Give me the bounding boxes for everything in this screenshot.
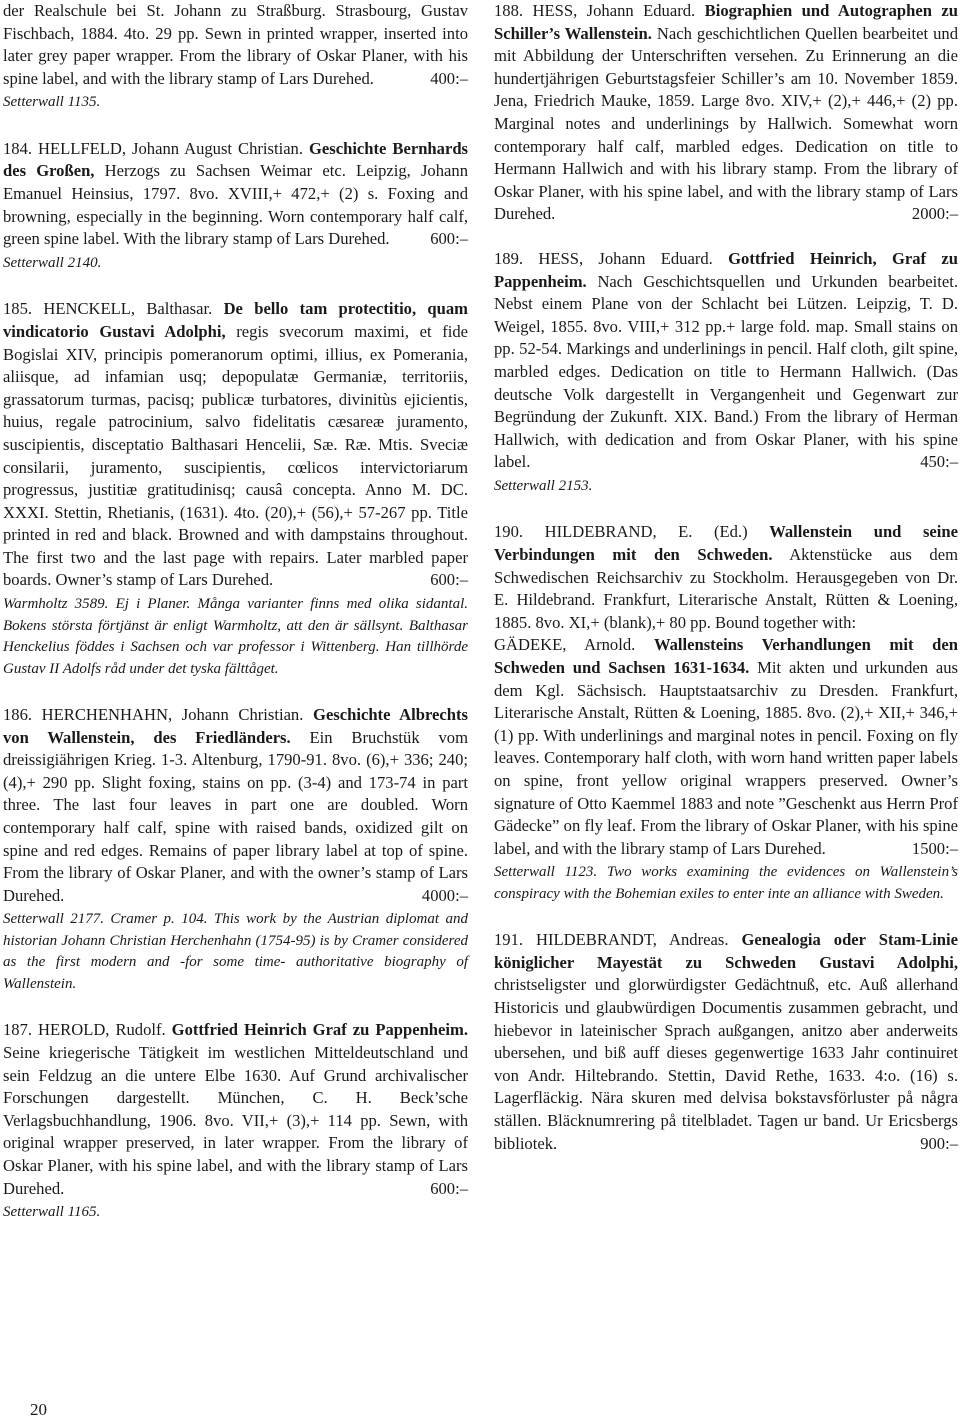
page-number: 20 <box>30 1400 47 1419</box>
entry-title: De bello tam protectitio, quam vindicatorio Gustavi Adolphi, <box>3 299 469 341</box>
entry-text: der Realschule bei St. Johann zu Straßburg. Strasbourg, Gustav Fischbach, 1884. 4to. 29 pp. Sewn in printed wrapper, inserted into later grey paper wrapper. From the library of Oskar Planer, with his spine label, and with the library stamp of Lars Durehed. <box>3 1 468 88</box>
left-column <box>3 0 468 1248</box>
entry-title: Geschichte Albrechts von Wallenstein, des Friedländers. <box>3 705 468 747</box>
entry-details: Ein Bruchstük vom dreissigiährigen Krieg. 1-3. Altenburg, 1790-91. 8vo. (6),+ 336; 240; (4),+ 290 pp. Slight foxing, stains on pp. (3-4) and 173-74 in part three. The last four leaves in part one are doubled. Worn contemporary half calf, spine with raised bands, oxidized gilt on spine and red edges. Remains of paper library label at top of spine. From the library of Oskar Planer, and with the owner’s stamp of Lars Durehed. <box>3 727 468 905</box>
entry-186 <box>3 704 468 907</box>
entry-188 <box>494 0 958 226</box>
entry-reference: Setterwall 2140. <box>3 254 102 271</box>
entry-price: 2000:– <box>911 204 958 224</box>
entry-price: 600:– <box>430 229 468 249</box>
entry-reference: Warmholtz 3589. Ej i Planer. Många varianter finns med olika sidantal. Bokens största förtjänst är enligt Warmholtz, att den är sällsynt. Balthasar Henckelius föddes i Sachsen och var professor i Wittenberg. Han tillhörde Gustav II Adolfs råd under det tyska fälttåget. <box>3 596 468 677</box>
entry-price: 600:– <box>430 1178 468 1198</box>
entry-second-author: GÄDEKE, Arnold. <box>494 635 636 655</box>
entry-second-title: Wallensteins Verhandlungen mit den Schweden und Sachsen 1631-1634. <box>494 635 958 677</box>
entry-author: 188. HESS, Johann Eduard. <box>494 1 696 20</box>
entry-title: Gottfried Heinrich Graf zu Pappenheim. <box>171 1020 468 1040</box>
entry-author: 189. HESS, Johann Eduard. <box>494 248 713 268</box>
entry-187 <box>3 1019 468 1200</box>
entry-185 <box>3 298 468 592</box>
entry-author: 190. HILDEBRAND, E. (Ed.) <box>494 522 748 542</box>
entry-author: 187. HEROLD, Rudolf. <box>3 1020 166 1040</box>
entry-title: Geschichte Bernhards des Großen, <box>3 138 469 181</box>
entry-title: Genealogia oder Stam-Linie königlicher Mayestät zu Schweden Gustavi Adolphi, <box>494 930 959 972</box>
entry-price: 450:– <box>920 452 958 472</box>
entry-title: Biographien und Autographen zu Schiller’s Wallenstein. <box>494 1 958 43</box>
entry-author: 186. HERCHENHAHN, Johann Christian. <box>3 705 304 725</box>
entry-details: Nach geschichtlichen Quellen bearbeitet und mit Abbildung der Unterschriften versehen. Zu Erinnerung an die hundertjährigen Geburtstagsfeier Schiller’s am 10. November 1859. Jena, Friedrich Mauke, 1859. Large 8vo. XIV,+ (2),+ 446,+ (2) pp. Marginal notes and underlinings by Hallwich. Somewhat worn contemporary half calf, marbled edges. Dedication on title to Hermann Hallwich and with his library stamp. From the library of Oskar Planer, with his spine label, and with the library stamp of Lars Durehed. <box>494 23 958 224</box>
entry-details: Nach Geschichtsquellen und Urkunden bearbeitet. Nebst einem Plane von der Schlacht bei Lützen. Leipzig, T. D. Weigel, 1855. 8vo. VIII,+ 312 pp.+ large fold. map. Small stains on pp. 52-54. Markings and underlinings in pencil. Half cloth, gilt spine, marbled edges. Dedication on title to Hermann Hallwich. (Das deutsche Volk dargestellt in Vergangenheit und Gegenwart zur Begründung der Zukunft. XIX. Band.) From the library of Herman Hallwich, with dedication and from Oskar Planer, with his spine label. <box>494 271 958 472</box>
entry-price: 400:– <box>430 68 468 88</box>
entry-price: 1500:– <box>911 838 958 858</box>
entry-reference: Setterwall 1165. <box>3 1204 101 1221</box>
entry-191 <box>494 929 958 1155</box>
entry-190 <box>494 521 958 860</box>
entry-title: Wallenstein und seine Verbindungen mit den Schweden. <box>494 522 958 564</box>
right-column <box>494 0 958 1177</box>
entry-price: 4000:– <box>421 885 468 905</box>
entry-details: regis svecorum maximi, et fide Bogislai XIV, principis pomeranorum optimi, illius, ex Pomerania, aliisque, ad infamian usq; depopulatæ Germaniæ, territoriis, grassatorum turmas, pacisq; publicæ turbatores, divinitùs ejicientis, huius, regale patrocinium, salvo fidelitatis cæsareæ juramento, suscipientis, disceptatio Balthasari Hencelii, Sæ. Ræ. Mtis. Sveciæ consilarii, juramento, suscipientis, cœlicos intervictoriarum progressus, justitiæ gratitudinisq; causâ concepta. Anno M. DC. XXXI. Stettin, Rhetianis, (1631). 4to. (20),+ (56),+ 57-267 pp. Title printed in red and black. Browned and with dampstains throughout. The first two and the last page with repairs. Later marbled paper boards. Owner’s stamp of Lars Durehed. <box>3 321 468 590</box>
entry-reference: Setterwall 2177. Cramer p. 104. This work by the Austrian diplomat and historian Johann Christian Herchenhahn (1754-95) is by Cramer considered as the first modern and -for some time- authoritative biography of Wallenstein. <box>3 911 468 992</box>
entry-author: 185. HENCKELL, Balthasar. <box>3 299 213 319</box>
entry-reference: Setterwall 2153. <box>494 477 593 494</box>
entry-189 <box>494 248 958 474</box>
entry-details: Herzogs zu Sachsen Weimar etc. Leipzig, Johann Emanuel Heinsius, 1797. 8vo. XVIII,+ 472,+ (2) s. Foxing and browning, especially in the beginning. Worn contemporary half calf, green spine label. With the library stamp of Lars Durehed. <box>3 161 468 249</box>
entry-author: 184. HELLFELD, Johann August Christian. <box>3 138 304 158</box>
entry-title: Gottfried Heinrich, Graf zu Pappenheim. <box>494 248 958 291</box>
entry-reference: Setterwall 1135. <box>3 94 101 111</box>
entry-second-details: Mit akten und urkunden aus dem Kgl. Sächsisch. Hauptstaatsarchiv zu Dresden. Frankfurt, Literarische Anstalt, Rütten & Loening, 1885. 8vo. (2),+ XII,+ 346,+ (1) pp. With underlinings and marginal notes in pencil. Foxing on fly leaves. Contemporary half cloth, with worn hand written paper labels on spine, front yellow original wrappers preserved. Owner’s signature of Otto Kaemmel 1883 and note ”Geschenkt aus Herrn Prof Gädecke” on fly leaf. From the library of Oskar Planer, with his spine label, and with the library stamp of Lars Durehed. <box>494 657 958 858</box>
entry-details: Seine kriegerische Tätigkeit im westlichen Mitteldeutschland und sein Feldzug an die untere Elbe 1630. Auf Grund archivalischer Forschungen dargestellt. München, C. H. Beck’sche Verlagsbuchhandlung, 1906. 8vo. VII,+ (3),+ 114 pp. Sewn, with original wrapper preserved, in later wrapper. From the library of Oskar Planer, with his spine label, and with the library stamp of Lars Durehed. <box>3 1043 468 1198</box>
entry-details: christseligster und glorwürdigster Gedächtnuß, etc. Auß allerhand Historicis und glaubwürdigen Documentis zusammen gebracht, und hiebevor in lateinischer Sprach außgangen, anitzo aber anderweits ubersehen, und biß auff dieses gegenwertige 1633 Jahr continuiret von Andr. Hiltebrando. Stettin, David Rethe, 1633. 4:o. (16) s. Lagerfläckig. Nära skuren med delvisa bokstavsförluster på några ställen. Bläcknumrering på titelbladet. Tagen ur band. Ur Ericsbergs bibliotek. <box>494 975 958 1153</box>
entry-price: 900:– <box>920 1133 958 1153</box>
entry-reference: Setterwall 1123. Two works examining the evidences on Wallenstein’s conspiracy with the Bohemian exiles to enter inte an alliance with Sweden. <box>494 864 958 902</box>
entry-author: 191. HILDEBRANDT, Andreas. <box>494 930 729 950</box>
entry-184 <box>3 138 468 251</box>
entry-price: 600:– <box>430 570 468 590</box>
entry-183-continued <box>3 0 468 90</box>
entry-details: Aktenstücke aus dem Schwedischen Reichsarchiv zu Stockholm. Herausgegeben von Dr. E. Hildebrand. Frankfurt, Literarische Anstalt, Rütten & Loening, 1885. 8vo. XI,+ (blank),+ 80 pp. Bound together with: <box>494 544 958 632</box>
